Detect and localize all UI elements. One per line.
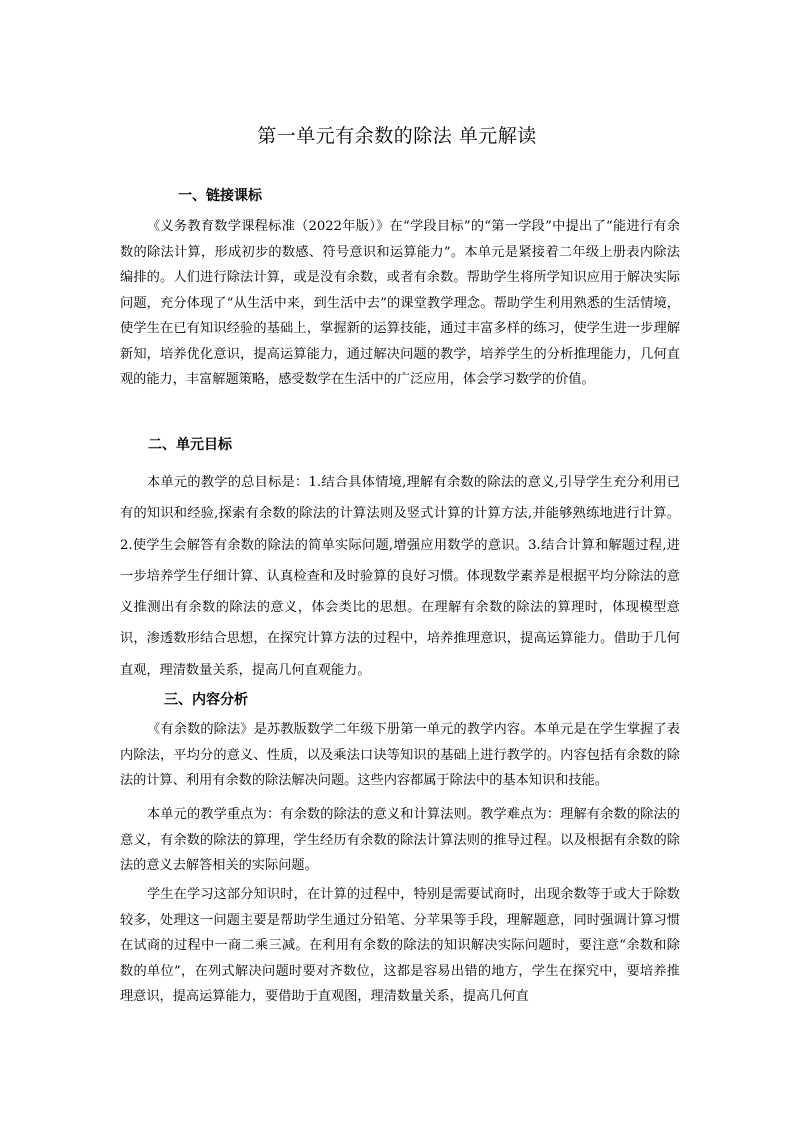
paragraph-content-analysis-3: 学生在学习这部分知识时，在计算的过程中，特别是需要试商时，出现余数等于或大于除数较多，处理这一问题主要是帮助学生通过分铅笔、分苹果等手段，理解题意，同时强调计算习惯在试商的过程中一商二乘三减。在利用有余数的除法的知识解决实际问题时，要注意“余数和除数的单位”，在列式解决问题时要对齐数位，这都是容易出错的地方，学生在探究中，要培养推理意识，提高运算能力，要借助于直观图，理清数量关系，提高几何直 bbox=[120, 887, 680, 1004]
section-heading-goals: 二、单元目标 bbox=[148, 437, 232, 453]
page-title: 第一单元有余数的除法 单元解读 bbox=[257, 125, 537, 147]
paragraph-curriculum: 《义务教育数学课程标准（2022年版）》在“学段目标”的“第一学段”中提出了“能进行有余数的除法计算，形成初步的数感、符号意识和运算能力”。本单元是紧接着二年级上册表内除法编排的。人们进行除法计算，或是没有余数，或者有余数。帮助学生将所学知识应用于解决实际问题，充分体现了“从生活中来，到生活中去”的课堂教学理念。帮助学生利用熟悉的生活情境，使学生在已有知识经验的基础上，掌握新的运算技能，通过丰富多样的练习，使学生进一步理解新知，培养优化意识，提高运算能力，通过解决问题的教学，培养学生的分析推理能力，几何直观的能力，丰富解题策略，感受数学在生活中的广泛应用，体会学习数学的价值。 bbox=[120, 219, 680, 387]
paragraph-content-analysis-1: 《有余数的除法》是苏教版数学二年级下册第一单元的教学内容。本单元是在学生掌握了表内除法，平均分的意义、性质，以及乘法口诀等知识的基础上进行教学的。内容包括有余数的除法的计算、利用有余数的除法解决问题。这些内容都属于除法中的基本知识和技能。 bbox=[120, 722, 680, 788]
section-heading-content-analysis: 三、内容分析 bbox=[164, 692, 248, 708]
paragraph-content-analysis-2: 本单元的教学重点为：有余数的除法的意义和计算法则。教学难点为：理解有余数的除法的意义，有余数的除法的算理，学生经历有余数的除法计算法则的推导过程。以及根据有余数的除法的意义去解答相关的实际问题。 bbox=[120, 807, 680, 873]
paragraph-goals: 本单元的教学的总目标是：1.结合具体情境,理解有余数的除法的意义,引导学生充分利用已有的知识和经验,探索有余数的除法的计算法则及竖式计算的计算方法,并能够熟练地进行计算。2.使学生会解答有余数的除法的简单实际问题,增强应用数学的意识。3.结合计算和解题过程,进一步培养学生仔细计算、认真检查和及时验算的良好习惯。体现数学素养是根据平均分除法的意义推测出有余数的除法的意义，体会类比的思想。在理解有余数的除法的算理时，体现模型意识，渗透数形结合思想，在探究计算方法的过程中，培养推理意识，提高运算能力。借助于几何直观，理清数量关系，提高几何直观能力。 bbox=[120, 475, 680, 678]
section-heading-curriculum: 一、链接课标 bbox=[178, 188, 262, 204]
